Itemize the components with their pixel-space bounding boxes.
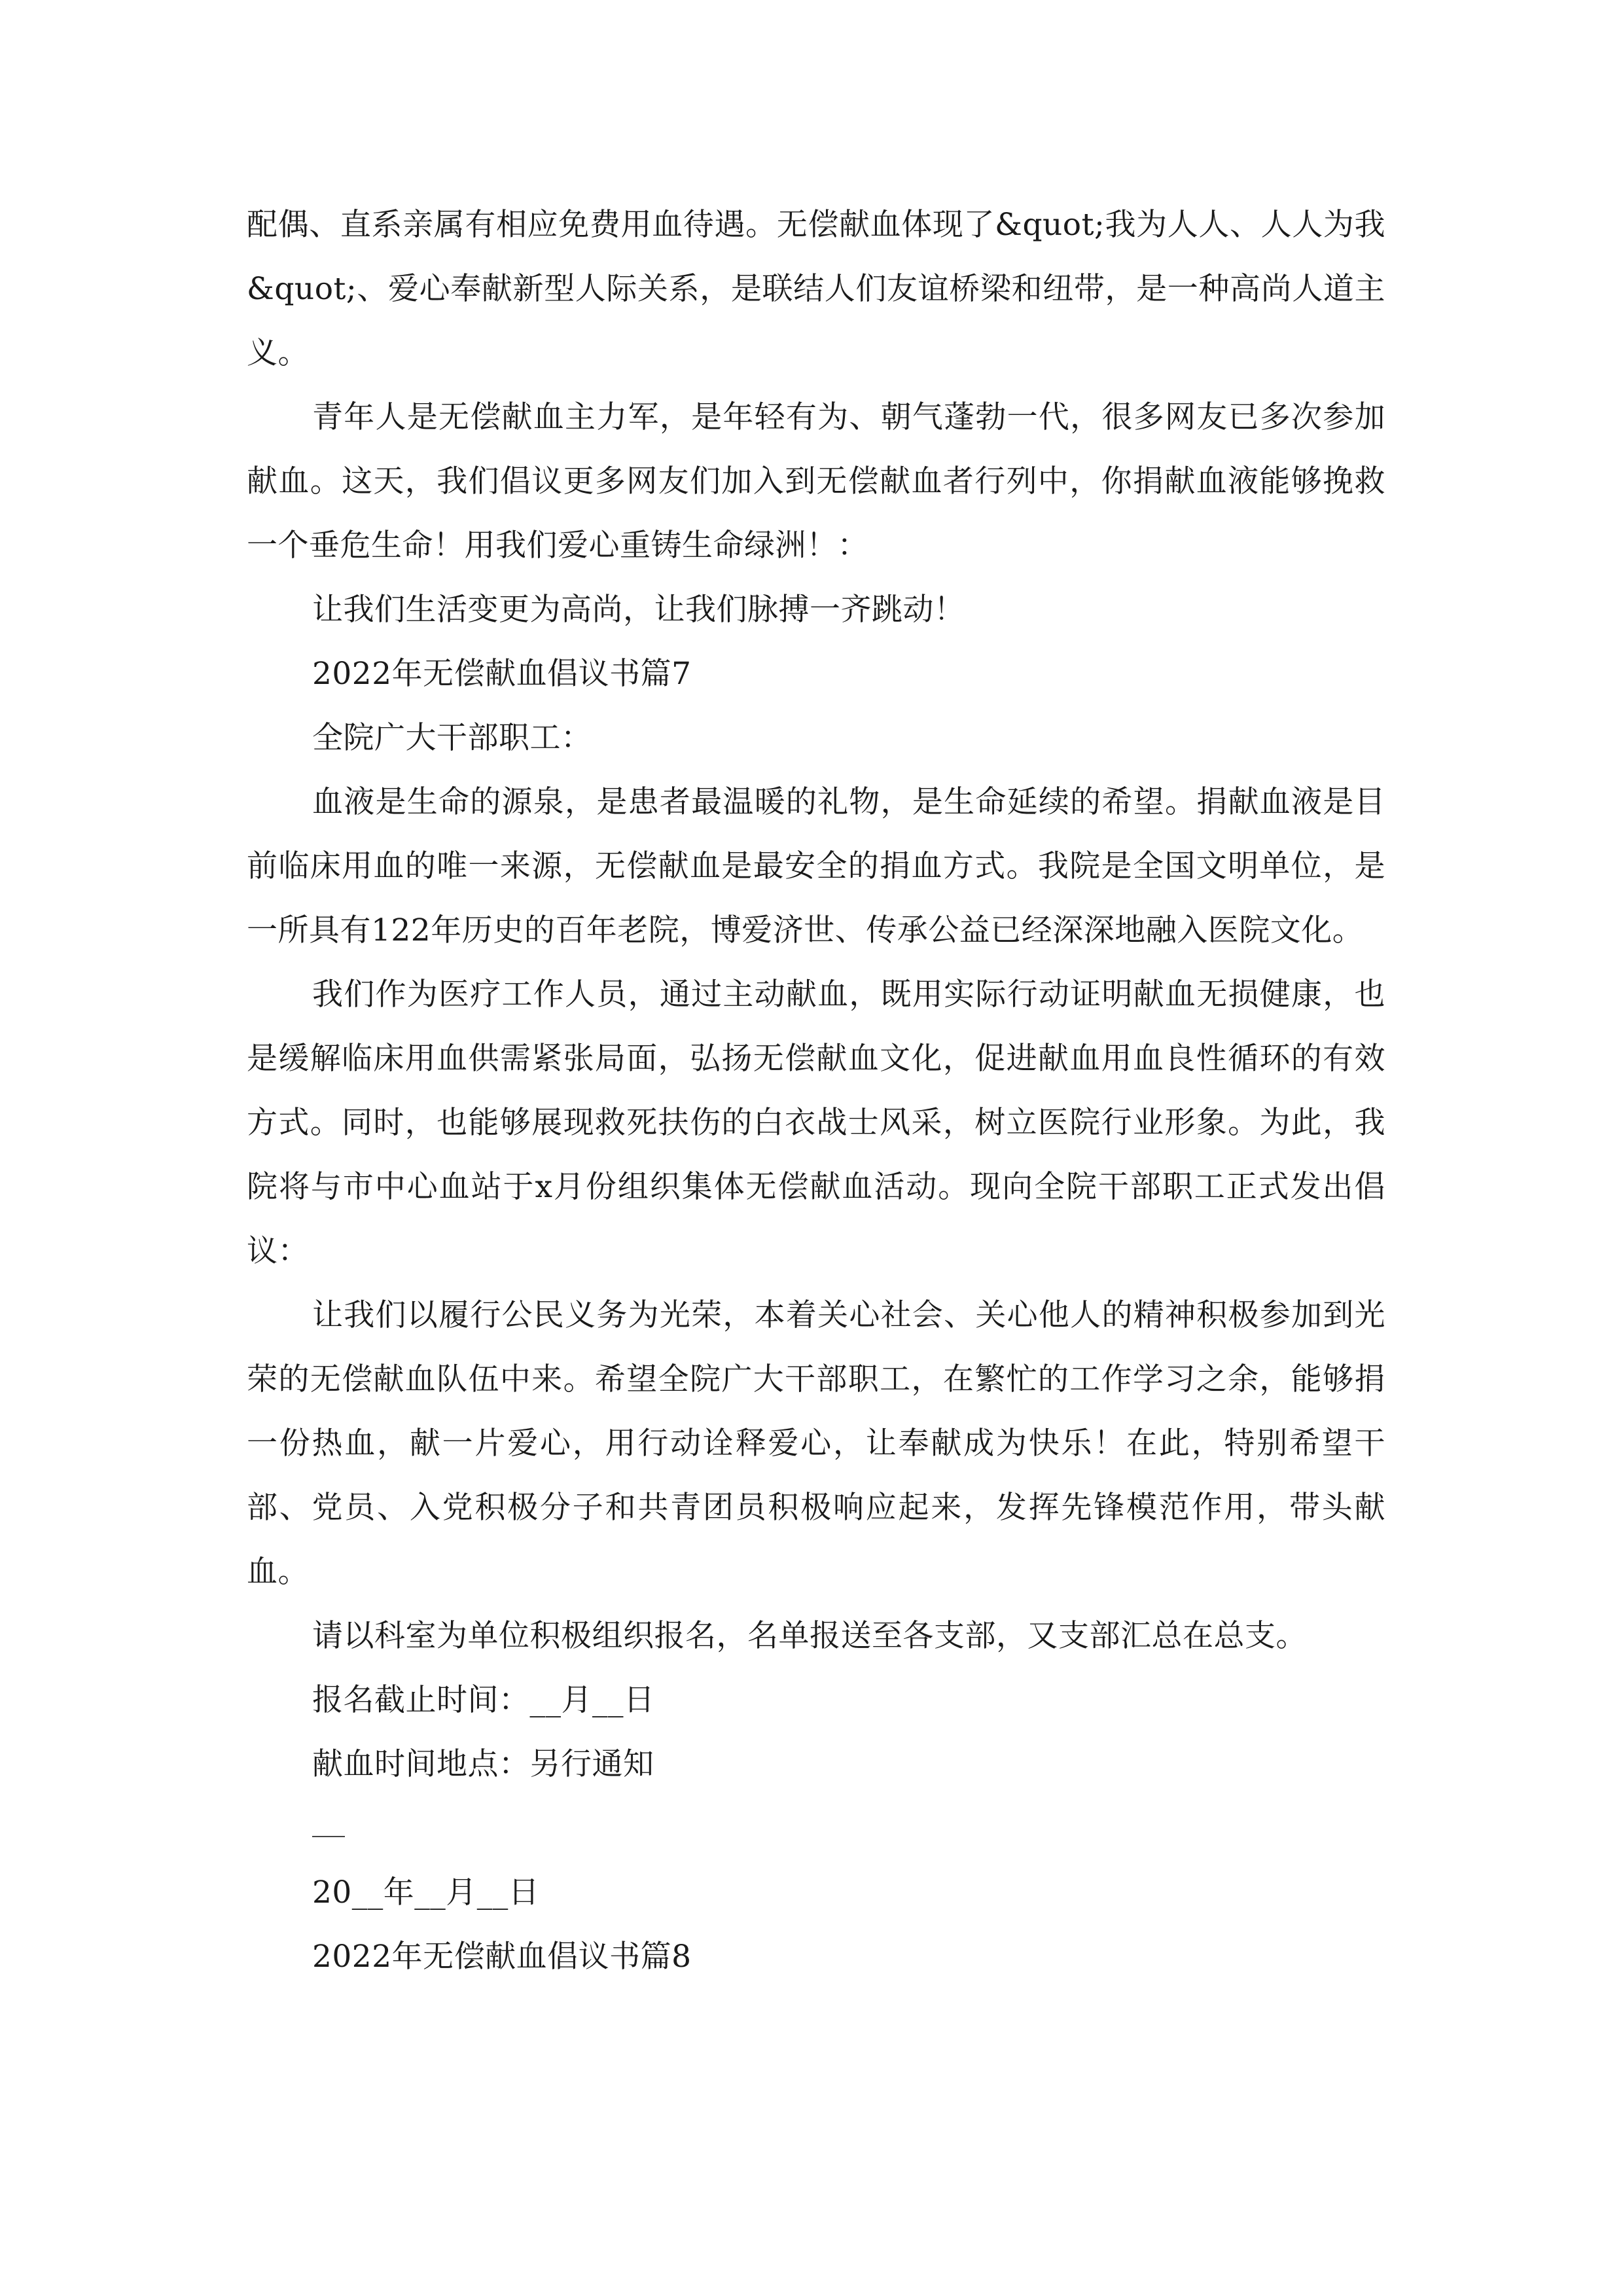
section-heading-8: 2022年无偿献血倡议书篇8 [312, 1939, 692, 1975]
paragraph-continuation: 配偶、直系亲属有相应免费用血待遇。无偿献血体现了&quot;我为人人、人人为我&quot;、爱心奉献新型人际关系，是联结人们友谊桥梁和纽带，是一种高尚人道主义。 [247, 207, 1385, 371]
signature-blank-mark [312, 1836, 345, 1837]
paragraph-noble-life: 让我们生活变更为高尚，让我们脉搏一齐跳动！ [312, 592, 965, 628]
signature-line [247, 1797, 1385, 1861]
document-body [247, 193, 1385, 1989]
section-heading-7: 2022年无偿献血倡议书篇7 [312, 656, 692, 692]
salutation: 全院广大干部职工： [312, 720, 592, 756]
paragraph-registration: 请以科室为单位积极组织报名，名单报送至各支部，又支部汇总在总支。 [312, 1618, 1307, 1654]
paragraph-blood-source: 血液是生命的源泉，是患者最温暖的礼物，是生命延续的希望。捐献血液是目前临床用血的唯一来源，无偿献血是最安全的捐血方式。我院是全国文明单位，是一所具有122年历史的百年老院，博爱济世、传承公益已经深深地融入医院文化。 [247, 784, 1385, 948]
paragraph-medical-staff: 我们作为医疗工作人员，通过主动献血，既用实际行动证明献血无损健康，也是缓解临床用血供需紧张局面，弘扬无偿献血文化，促进献血用血良性循环的有效方式。同时，也能够展现救死扶伤的白衣战士风采，树立医院行业形象。为此，我院将与市中心血站于x月份组织集体无偿献血活动。现向全院干部职工正式发出倡议： [247, 977, 1385, 1269]
paragraph-youth-appeal: 青年人是无偿献血主力军，是年轻有为、朝气蓬勃一代，很多网友已多次参加献血。这天，我们倡议更多网友们加入到无偿献血者行列中，你捐献血液能够挽救一个垂危生命！用我们爱心重铸生命绿洲！： [247, 399, 1385, 564]
donation-location: 献血时间地点：另行通知 [312, 1746, 654, 1782]
date-line: 20__年__月__日 [312, 1874, 540, 1910]
registration-deadline: 报名截止时间：__月__日 [312, 1682, 655, 1718]
paragraph-civic-duty: 让我们以履行公民义务为光荣，本着关心社会、关心他人的精神积极参加到光荣的无偿献血队伍中来。希望全院广大干部职工，在繁忙的工作学习之余，能够捐一份热血，献一片爱心，用行动诠释爱心，让奉献成为快乐！在此，特别希望干部、党员、入党积极分子和共青团员积极响应起来，发挥先锋模范作用，带头献血。 [247, 1297, 1385, 1590]
